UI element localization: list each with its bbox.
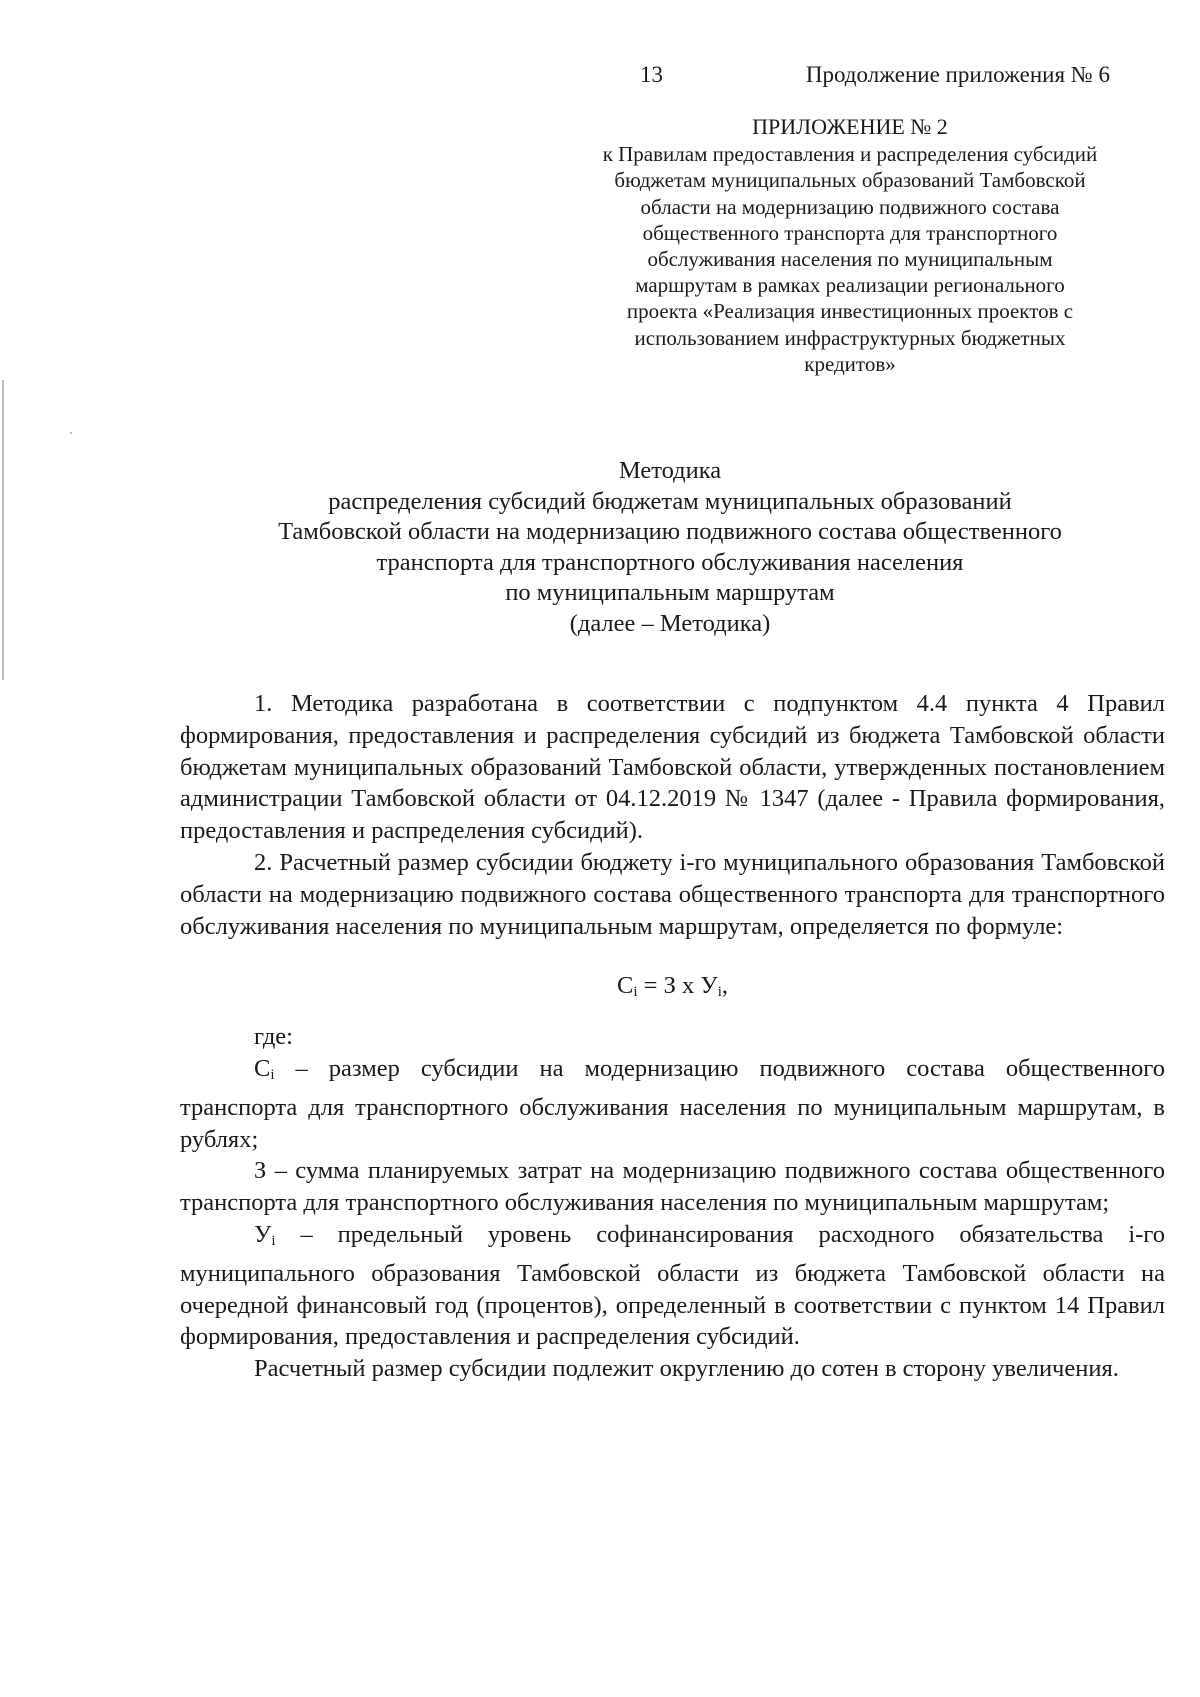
formula-end: ,: [721, 972, 728, 1000]
def-u-text: – предельный уровень софинансирования расходного обязательства i-го муниципального образования Тамбовской области из бюджета Тамбовской области на очередной финансовый год (процентов), определенный в соответствии с пунктом 14 Правил формирования, предоставления и распределения субсидий.: [180, 1220, 1165, 1351]
formula: [180, 970, 1165, 1009]
scan-dot: [70, 432, 72, 434]
formula-sub-i-2: i: [717, 984, 722, 1001]
appendix-block: [560, 114, 1140, 377]
body-text: [180, 688, 1165, 1385]
appendix-line: обслуживания населения по муниципальным: [647, 247, 1053, 272]
def-c-sub: i: [270, 1066, 275, 1083]
def-u-sub: i: [271, 1232, 276, 1249]
scan-edge-mark: [2, 380, 4, 680]
formula-sub-i: i: [633, 984, 638, 1001]
appendix-line: области на модернизацию подвижного состава: [640, 194, 1060, 219]
continuation-note: Продолжение приложения № 6: [805, 62, 1110, 87]
appendix-line: маршрутам в рамках реализации регионального: [635, 273, 1065, 298]
definition-c: [180, 1053, 1165, 1155]
def-u-symbol: У: [254, 1220, 272, 1248]
definition-z: З – сумма планируемых затрат на модернизацию подвижного состава общественного транспорта для транспортного обслуживания населения по муниципальным маршрутам;: [180, 1157, 1165, 1217]
document-title: [180, 456, 1160, 639]
title-line: транспорта для транспортного обслуживания населения: [376, 548, 964, 576]
appendix-line: к Правилам предоставления и распределения субсидий: [602, 142, 1098, 167]
where-label: где:: [254, 1023, 293, 1051]
paragraph-rounding: Расчетный размер субсидии подлежит округлению до сотен в сторону увеличения.: [254, 1355, 1119, 1383]
appendix-line: проекта «Реализация инвестиционных проектов с: [626, 299, 1074, 324]
appendix-line: бюджетам муниципальных образований Тамбовской: [614, 168, 1086, 193]
def-c-text: – размер субсидии на модернизацию подвижного состава общественного транспорта для транспортного обслуживания населения по муниципальным маршрутам, в рублях;: [180, 1054, 1165, 1153]
paragraph-1: 1. Методика разработана в соответствии с подпунктом 4.4 пункта 4 Правил формирования, предоставления и распределения субсидий из бюджета Тамбовской области бюджетам муниципальных образований Тамбовской области, утвержденных постановлением администрации Тамбовской области от 04.12.2019 № 1347 (далее - Правила формирования, предоставления и распределения субсидий).: [180, 690, 1165, 845]
appendix-line: использованием инфраструктурных бюджетных: [634, 325, 1066, 350]
definition-u: [180, 1219, 1165, 1353]
formula-rest: = З х У: [637, 972, 718, 1000]
title-line: распределения субсидий бюджетам муниципальных образований: [328, 487, 1012, 515]
title-line: (далее – Методика): [569, 609, 771, 637]
def-c-symbol: С: [254, 1054, 271, 1082]
appendix-line: кредитов»: [804, 351, 896, 376]
page-number: 13: [640, 62, 663, 87]
appendix-line: общественного транспорта для транспортного: [642, 220, 1058, 245]
appendix-title: ПРИЛОЖЕНИЕ № 2: [752, 114, 948, 139]
formula-c: С: [617, 972, 634, 1000]
paragraph-2: 2. Расчетный размер субсидии бюджету i-го муниципального образования Тамбовской области на модернизацию подвижного состава общественного транспорта для транспортного обслуживания населения по муниципальным маршрутам, определяется по формуле:: [180, 848, 1165, 940]
title-line: по муниципальным маршрутам: [505, 579, 835, 606]
title-line: Методика: [618, 457, 722, 484]
title-line: Тамбовской области на модернизацию подвижного состава общественного: [278, 518, 1062, 545]
